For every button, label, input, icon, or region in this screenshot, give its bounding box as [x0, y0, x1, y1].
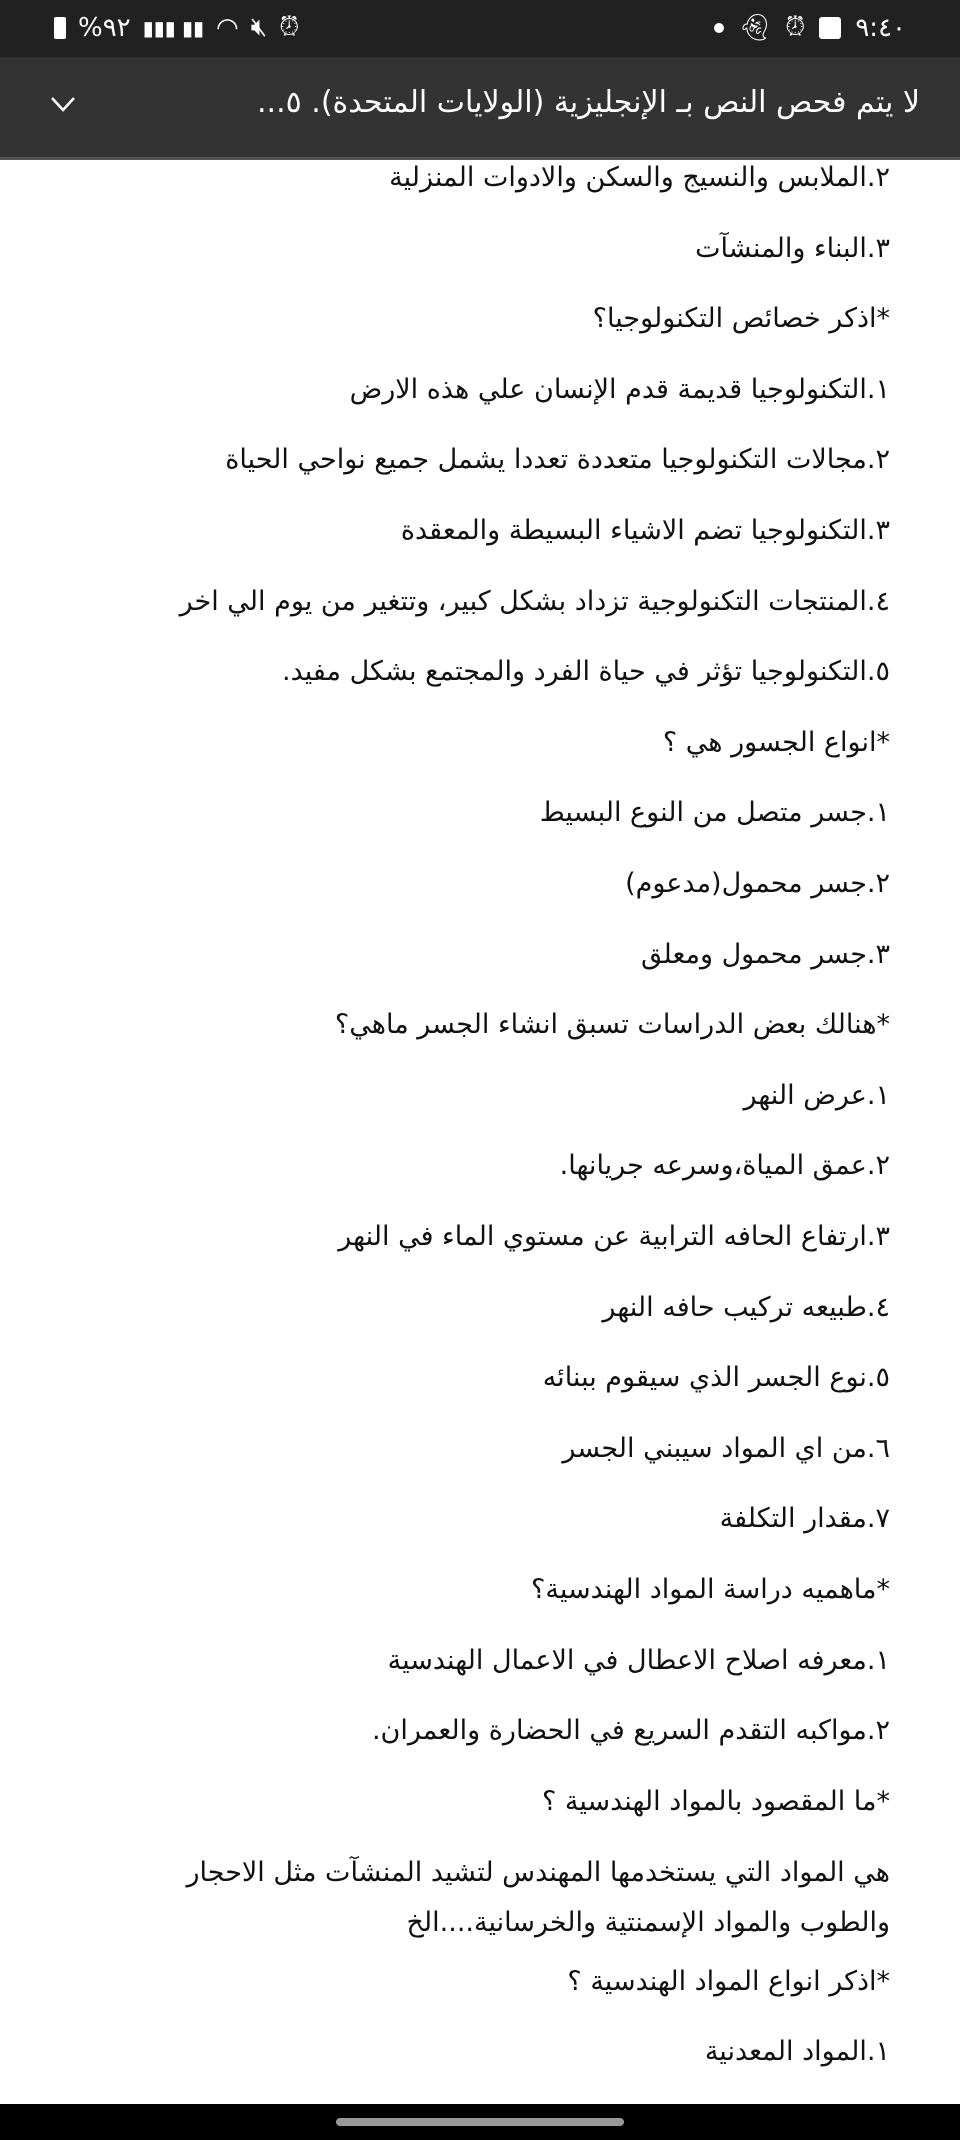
alarm-icon: ⏰︎ — [279, 12, 300, 42]
text-line: ٥.التكنولوجيا تؤثر في حياة الفرد والمجتمع بشكل مفيد. — [281, 656, 890, 688]
text-line: ٣.التكنولوجيا تضم الاشياء البسيطة والمعقدة — [400, 515, 890, 546]
clock-time: ٩:٤٠ — [855, 12, 906, 43]
home-handle[interactable] — [336, 2118, 624, 2126]
wifi-icon: ◠ — [216, 12, 239, 43]
text-line: ٢.الملابس والنسيج والسكن والادوات المنزلية — [389, 162, 890, 193]
signal-icon: ▮▮▮ ▮▮ — [142, 15, 205, 40]
text-line: *انواع الجسور هي ؟ — [662, 726, 890, 758]
document-body[interactable] — [0, 160, 960, 2104]
text-line: ٧.مقدار التكلفة — [719, 1503, 890, 1535]
notification-dot-icon — [714, 23, 724, 33]
text-line: ١.التكنولوجيا قديمة قدم الإنسان علي هذه الارض — [349, 373, 890, 405]
mute-icon: 🔇︎ — [250, 12, 268, 42]
text-paragraph: هي المواد التي يستخدمها المهندس لتشيد المنشآت مثل الاحجار والطوب والمواد الإسمنتية والخرسانية....الخ — [186, 1857, 890, 1939]
chevron-down-icon[interactable] — [48, 89, 78, 119]
text-line: ٢.مواكبه التقدم السريع في الحضارة والعمران. — [371, 1715, 890, 1747]
text-line: *هنالك بعض الدراسات تسبق انشاء الجسر ماهي؟ — [334, 1009, 890, 1041]
text-line: ٤.طبيعه تركيب حافه النهر — [602, 1291, 890, 1323]
text-line: ٤.المنتجات التكنولوجية تزداد بشكل كبير، وتتغير من يوم الي اخر — [179, 585, 890, 617]
text-line: *ماهميه دراسة المواد الهندسية؟ — [531, 1574, 890, 1605]
snapchat-icon: 👻︎ — [738, 12, 772, 43]
battery-level: %٩٢ — [78, 12, 131, 43]
text-line: ١.عرض النهر — [743, 1079, 890, 1111]
spellcheck-banner — [0, 57, 960, 160]
banner-title: لا يتم فحص النص بـ الإنجليزية (الولايات المتحدة). ٥... — [257, 85, 920, 120]
text-line: ١.المواد المعدنية — [704, 2036, 890, 2068]
navigation-bar — [0, 2104, 960, 2140]
gallery-icon — [819, 17, 841, 39]
text-line: ٢.جسر محمول(مدعوم) — [625, 868, 890, 899]
text-line: ٥.نوع الجسر الذي سيقوم ببنائه — [542, 1362, 890, 1394]
text-line: ٢.مجالات التكنولوجيا متعددة تعددا يشمل جميع نواحي الحياة — [225, 444, 890, 476]
battery-icon — [54, 17, 66, 39]
text-line: ٣.البناء والمنشآت — [695, 232, 890, 264]
status-bar — [0, 0, 960, 57]
text-line: *اذكر انواع المواد الهندسية ؟ — [567, 1965, 890, 1997]
text-line: ١.معرفه اصلاح الاعطال في الاعمال الهندسية — [387, 1644, 890, 1676]
text-line: ٢.عمق المياة،وسرعه جريانها. — [559, 1150, 890, 1182]
text-line: *ما المقصود بالمواد الهندسية ؟ — [541, 1785, 890, 1817]
text-line: ١.جسر متصل من النوع البسيط — [539, 797, 890, 829]
text-line: ٦.من اي المواد سيبني الجسر — [562, 1432, 890, 1464]
text-line: ٣.جسر محمول ومعلق — [641, 938, 890, 970]
text-line: ٣.ارتفاع الحافه الترابية عن مستوي الماء في النهر — [338, 1221, 890, 1252]
alarm-icon: ⏰︎ — [785, 12, 806, 42]
text-line: *اذكر خصائص التكنولوجيا؟ — [592, 303, 890, 335]
